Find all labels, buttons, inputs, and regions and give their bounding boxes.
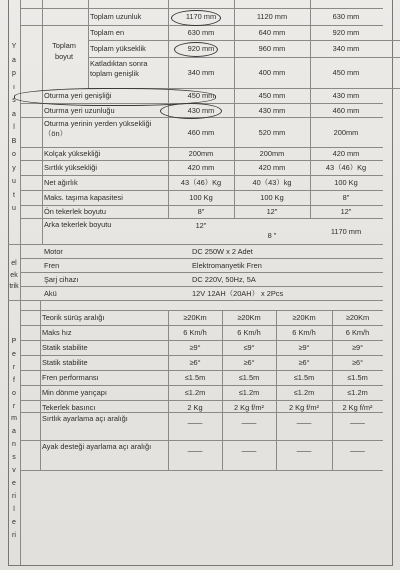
side-letter: Y	[11, 43, 17, 50]
side-letter: m	[11, 415, 17, 423]
row-divider	[20, 385, 383, 386]
spec-label: Arka tekerlek boyutu	[44, 220, 112, 229]
performance-value: ≤1.2m	[238, 388, 260, 397]
side-letter: P	[11, 338, 17, 345]
side-letter: t	[13, 191, 15, 199]
performance-value: ≥9°	[351, 343, 364, 352]
side-letter: l	[13, 505, 15, 513]
performance-value: ≤1.5m	[238, 373, 260, 382]
side-letter: r	[12, 402, 16, 410]
performance-value: ≤1.5m	[293, 373, 315, 382]
side-letter: n	[12, 441, 16, 449]
spec-value: 340 mm	[187, 68, 215, 77]
performance-value: ≥6°	[189, 358, 201, 367]
row-divider	[20, 8, 383, 9]
performance-value: ≤1.2m	[347, 388, 368, 397]
performance-label: Sırtlık ayarlama açı aralığı	[42, 414, 128, 423]
side-letter: B	[11, 137, 17, 145]
side-letter: l	[13, 124, 15, 131]
spec-value: 920 mm	[332, 28, 360, 37]
performance-value: ≤1.5m	[347, 373, 368, 382]
side-letter: e	[12, 479, 16, 487]
hand-drawn-circle-1	[171, 10, 221, 26]
section-label-dimensions	[8, 40, 20, 216]
electrical-label: Motor	[44, 247, 63, 256]
performance-label: Min dönme yarıçapı	[42, 388, 107, 397]
side-letter: ri	[12, 492, 16, 500]
spec-value: 43（46）Kg	[180, 178, 222, 187]
spec-value: 430 mm	[187, 105, 215, 115]
performance-value: 6 Km/h	[183, 328, 207, 337]
performance-value: ——	[241, 418, 257, 427]
electrical-value: DC 250W x 2 Adet	[192, 247, 253, 256]
performance-value: 2 Kg f/m²	[234, 403, 264, 412]
spec-value: 12"	[340, 207, 352, 216]
side-letter: e	[12, 518, 16, 526]
performance-value: ——	[187, 446, 203, 455]
performance-label: Ayak desteği ayarlama açı aralığı	[42, 442, 152, 451]
column-divider	[88, 0, 89, 88]
performance-label: Statik stabilite	[42, 343, 88, 352]
spec-value: 630 mm	[332, 12, 360, 21]
performance-label: Statik stabilite	[42, 358, 88, 367]
group-label-line2: boyut	[54, 52, 74, 61]
section-label-performance	[8, 336, 20, 543]
performance-value: 6 Km/h	[237, 328, 261, 337]
performance-value: ≤9°	[243, 343, 255, 352]
row-divider	[20, 470, 383, 471]
electrical-label: Şarj cihazı	[44, 275, 79, 284]
performance-value: 6 Km/h	[345, 328, 370, 337]
spec-label: Toplam yükseklik	[90, 44, 146, 53]
column-divider	[20, 0, 21, 244]
performance-label: Maks hız	[42, 328, 72, 337]
spec-value: 12"	[195, 221, 207, 230]
row-divider	[20, 175, 383, 176]
side-letter: o	[12, 151, 16, 158]
spec-value: 200mm	[333, 127, 359, 137]
spec-label: Sırtlık yüksekliği	[44, 163, 97, 172]
spec-value: 640 mm	[258, 28, 286, 37]
row-divider	[20, 355, 383, 356]
group-label-line1: Toplam	[52, 41, 76, 50]
side-letter: u	[12, 205, 16, 212]
spec-label: Kolçak yüksekliği	[44, 149, 101, 158]
side-letter: ek	[10, 271, 18, 279]
performance-value: ≥20Km	[345, 313, 370, 322]
performance-value: ≥6°	[351, 358, 364, 367]
performance-value: ≥9°	[298, 343, 310, 352]
spec-value: 100 Kg	[334, 178, 358, 187]
spec-label: Oturma yerinin yerden yüksekliği（ön）	[44, 119, 152, 138]
spec-value: 630 mm	[187, 28, 215, 37]
spec-value: 450 mm	[332, 68, 360, 77]
spec-value: 8"	[197, 207, 205, 216]
spec-value: 420 mm	[258, 163, 286, 172]
performance-value: ——	[350, 418, 365, 427]
electrical-value: 12V 12AH（20AH） x 2Pcs	[192, 289, 284, 298]
row-divider	[20, 258, 383, 259]
side-letter: v	[12, 467, 16, 475]
performance-value: ≤1.5m	[184, 373, 206, 382]
spec-value: 100 Kg	[189, 193, 213, 202]
row-divider	[20, 160, 383, 161]
section-label-electrical	[8, 258, 20, 293]
performance-value: ≤1.2m	[293, 388, 315, 397]
performance-value: ≥20Km	[237, 313, 261, 322]
spec-value: 420 mm	[187, 163, 215, 172]
hand-drawn-circle-2	[174, 42, 218, 57]
spec-value: 420 mm	[332, 149, 360, 158]
spec-value: 520 mm	[258, 127, 286, 137]
column-divider	[42, 88, 43, 244]
performance-value: ——	[296, 418, 312, 427]
side-letter: ı	[13, 83, 15, 91]
performance-value: 2 Kg	[187, 403, 203, 412]
spec-label: Ön tekerlek boyutu	[44, 207, 107, 216]
spec-label: Katladıktan sonra toplam genişlik	[90, 59, 148, 78]
spec-label: Maks. taşıma kapasitesi	[44, 193, 123, 202]
spec-value: 400 mm	[258, 68, 286, 77]
column-divider	[20, 244, 21, 300]
side-letter: trik	[9, 283, 19, 291]
row-divider	[20, 218, 383, 219]
row-divider	[20, 400, 383, 401]
group-label-total-size	[44, 40, 84, 62]
performance-value: ≥9°	[189, 343, 201, 352]
performance-label: Fren performansı	[42, 373, 99, 382]
side-letter: e	[12, 350, 16, 358]
row-divider	[20, 310, 383, 311]
spec-value: 8 "	[267, 231, 277, 240]
performance-value: ——	[350, 446, 365, 455]
performance-value: ≥6°	[298, 358, 310, 367]
performance-value: ——	[241, 446, 257, 455]
row-divider	[8, 244, 383, 245]
side-letter: s	[12, 454, 16, 462]
performance-value: 2 Kg f/m²	[342, 403, 373, 412]
spec-value: 100 Kg	[260, 193, 284, 202]
spec-value: 450 mm	[187, 91, 215, 100]
spec-label: Toplam uzunluk	[90, 12, 142, 21]
spec-value: 430 mm	[258, 105, 286, 115]
side-letter: r	[12, 363, 16, 371]
spec-value: 960 mm	[258, 44, 286, 53]
row-divider	[20, 147, 383, 148]
row-divider	[20, 205, 383, 206]
performance-label: Tekerlek basıncı	[42, 403, 96, 412]
row-divider	[8, 300, 383, 301]
column-divider	[20, 300, 21, 565]
performance-value: ——	[296, 446, 312, 455]
spec-value: 40（43）kg	[252, 178, 292, 187]
spec-value: 200mm	[259, 149, 285, 158]
row-divider	[20, 190, 383, 191]
row-divider	[88, 57, 400, 58]
performance-value: ≤1.2m	[184, 388, 206, 397]
side-letter: s	[12, 97, 16, 104]
row-divider	[20, 272, 383, 273]
spec-value: 460 mm	[187, 127, 215, 137]
side-letter: a	[12, 110, 16, 118]
spec-value: 460 mm	[332, 105, 360, 115]
side-letter: p	[12, 70, 16, 77]
spec-value: 12"	[266, 207, 278, 216]
spec-value: 1170 mm	[185, 12, 217, 21]
side-letter: ri	[12, 531, 16, 539]
side-letter: u	[12, 178, 16, 185]
side-letter: el	[11, 260, 17, 267]
hand-drawn-circle-4	[160, 103, 222, 119]
side-letter: a	[12, 56, 16, 64]
spec-label: Oturma yeri uzunluğu	[44, 105, 115, 115]
row-divider	[20, 286, 383, 287]
spec-value: 450 mm	[258, 91, 286, 100]
spec-value: 43（46）Kg	[325, 163, 367, 172]
electrical-value: Elektromanyetik Fren	[192, 261, 262, 270]
spec-value: 920 mm	[187, 44, 215, 53]
spec-label: Oturma yeri genişliği	[44, 91, 112, 100]
performance-value: ≥6°	[243, 358, 255, 367]
electrical-label: Akü	[44, 289, 57, 298]
row-divider	[20, 370, 383, 371]
performance-value: ≥20Km	[292, 313, 316, 322]
performance-value: 2 Kg f/m²	[289, 403, 319, 412]
spec-label: Net ağırlık	[44, 178, 78, 187]
side-letter: a	[12, 428, 16, 436]
spec-value: 430 mm	[332, 91, 360, 100]
side-letter: o	[12, 389, 16, 397]
spec-value: 8"	[342, 193, 350, 202]
performance-label: Teorik sürüş aralığı	[42, 313, 105, 322]
spec-value: 1170 mm	[330, 226, 362, 236]
electrical-label: Fren	[44, 261, 60, 270]
spec-value: 200mm	[188, 149, 214, 158]
side-letter: y	[12, 164, 16, 172]
spec-label: Toplam en	[90, 28, 125, 37]
side-letter: f	[13, 376, 15, 384]
row-divider	[88, 40, 400, 41]
spec-value: 340 mm	[332, 44, 360, 53]
row-divider	[20, 340, 383, 341]
row-divider	[20, 325, 383, 326]
spec-value: 1120 mm	[256, 12, 288, 21]
performance-value: ≥20Km	[183, 313, 207, 322]
column-divider	[40, 300, 41, 470]
performance-value: 6 Km/h	[292, 328, 316, 337]
electrical-value: DC 220V, 50Hz, 5A	[192, 275, 256, 284]
performance-value: ——	[187, 418, 203, 427]
